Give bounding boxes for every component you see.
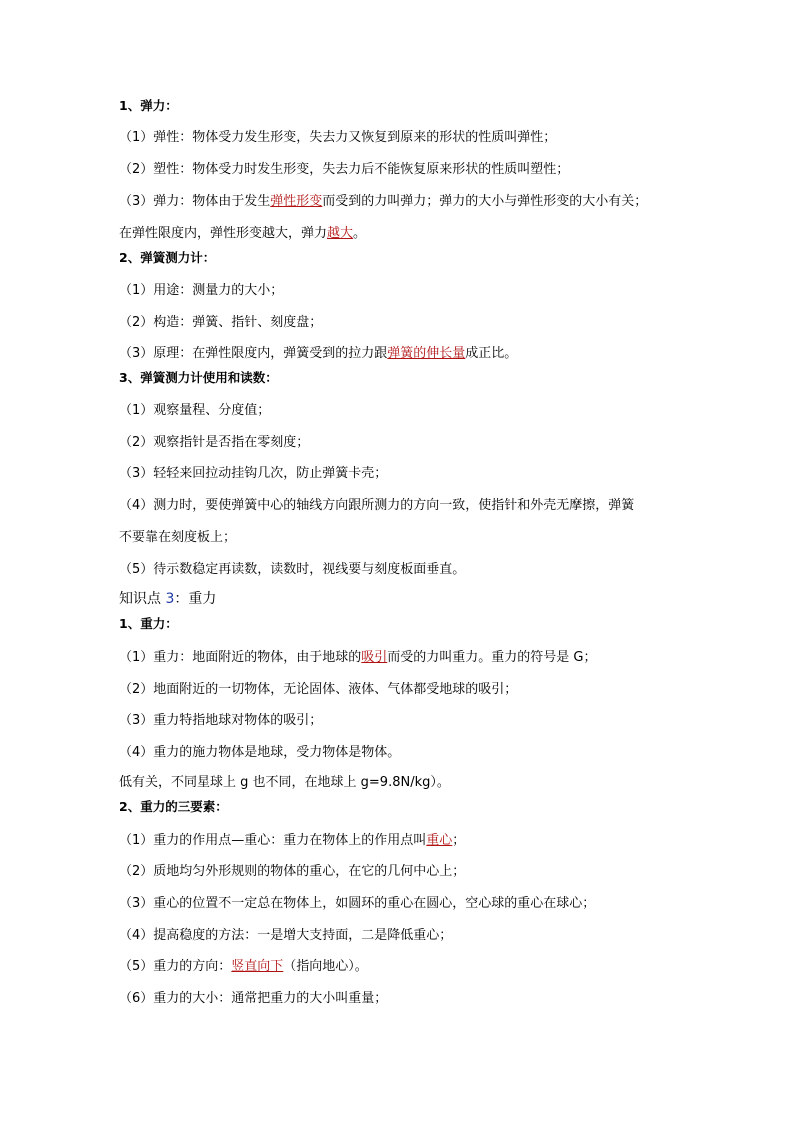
text: 而受到的力叫弹力；弹力的大小与弹性形变的大小有关； <box>322 194 648 209</box>
item-gravity-direction <box>119 958 368 976</box>
heading-usage-reading: 3、弹簧测力计使用和读数： <box>119 370 278 385</box>
text: 成正比。 <box>465 346 518 361</box>
item-force-objects: （4）重力的施力物体是地球，受力物体是物体。 <box>119 745 401 760</box>
item-axis-direction-cont: 不要靠在刻度板上； <box>119 530 237 545</box>
item-elastic-force-cont <box>119 225 366 243</box>
item-all-objects: （2）地面附近的一切物体，无论固体、液体、气体都受地球的吸引； <box>119 682 518 697</box>
knowledge-number: 3 <box>165 591 175 607</box>
highlight-term: 弹簧的伸长量 <box>387 346 466 361</box>
text: （1）重力：地面附近的物体，由于地球的 <box>119 650 362 665</box>
item-center-of-gravity <box>119 832 465 850</box>
item-purpose: （1）用途：测量力的大小； <box>119 283 284 298</box>
highlight-term: 越大 <box>327 226 354 241</box>
highlight-term: 重心 <box>426 833 453 848</box>
item-zero: （2）观察指针是否指在零刻度； <box>119 435 310 450</box>
item-gravity-magnitude: （6）重力的大小：通常把重力的大小叫重量； <box>119 991 388 1006</box>
text: 。 <box>353 226 367 241</box>
item-principle <box>119 345 517 363</box>
heading-spring-scale: 2、弹簧测力计： <box>119 250 216 265</box>
item-elasticity: （1）弹性：物体受力发生形变，失去力又恢复到原来的形状的性质叫弹性； <box>119 130 557 145</box>
highlight-term: 吸引 <box>361 650 388 665</box>
note-g-value: 低有关，不同星球上 g 也不同，在地球上 g=9.8N/kg）。 <box>119 775 450 790</box>
item-range: （1）观察量程、分度值； <box>119 403 271 418</box>
item-elastic-force <box>119 193 647 211</box>
heading-gravity: 1、重力： <box>119 616 178 631</box>
text: （3）弹力：物体由于发生 <box>119 194 271 209</box>
item-earth-attraction: （3）重力特指地球对物体的吸引； <box>119 713 323 728</box>
highlight-term: 竖直向下 <box>231 959 284 974</box>
item-pull-hook: （3）轻轻来回拉动挂钩几次，防止弹簧卡壳； <box>119 466 388 481</box>
text: （3）原理：在弹性限度内，弹簧受到的拉力跟 <box>119 346 388 361</box>
item-stability: （4）提高稳度的方法：一是增大支持面，二是降低重心； <box>119 928 453 943</box>
heading-elastic-force: 1、弹力： <box>119 98 178 113</box>
text: （指向地心）。 <box>283 959 368 974</box>
text: 知识点 <box>119 591 161 607</box>
item-gravity-def <box>119 649 597 667</box>
text: ； <box>452 833 466 848</box>
item-geometric-center: （2）质地均匀外形规则的物体的重心，在它的几何中心上； <box>119 864 466 879</box>
heading-three-elements: 2、重力的三要素： <box>119 799 228 814</box>
highlight-term: 弹性形变 <box>270 194 323 209</box>
text: 而受的力叫重力。重力的符号是 G； <box>387 650 597 665</box>
text: （5）重力的方向： <box>119 959 232 974</box>
knowledge-point-title <box>119 590 216 608</box>
item-plasticity: （2）塑性：物体受力时发生形变，失去力后不能恢复原来形状的性质叫塑性； <box>119 162 570 177</box>
text: 在弹性限度内，弹性形变越大，弹力 <box>119 226 328 241</box>
item-cg-position: （3）重心的位置不一定总在物体上，如圆环的重心在圆心，空心球的重心在球心； <box>119 896 596 911</box>
item-structure: （2）构造：弹簧、指针、刻度盘； <box>119 315 323 330</box>
item-read-value: （5）待示数稳定再读数，读数时，视线要与刻度板面垂直。 <box>119 562 466 577</box>
item-axis-direction: （4）测力时，要使弹簧中心的轴线方向跟所测力的方向一致，使指针和外壳无摩擦，弹簧 <box>119 498 635 513</box>
text: （1）重力的作用点—重心：重力在物体上的作用点叫 <box>119 833 427 848</box>
text: ：重力 <box>174 591 217 607</box>
